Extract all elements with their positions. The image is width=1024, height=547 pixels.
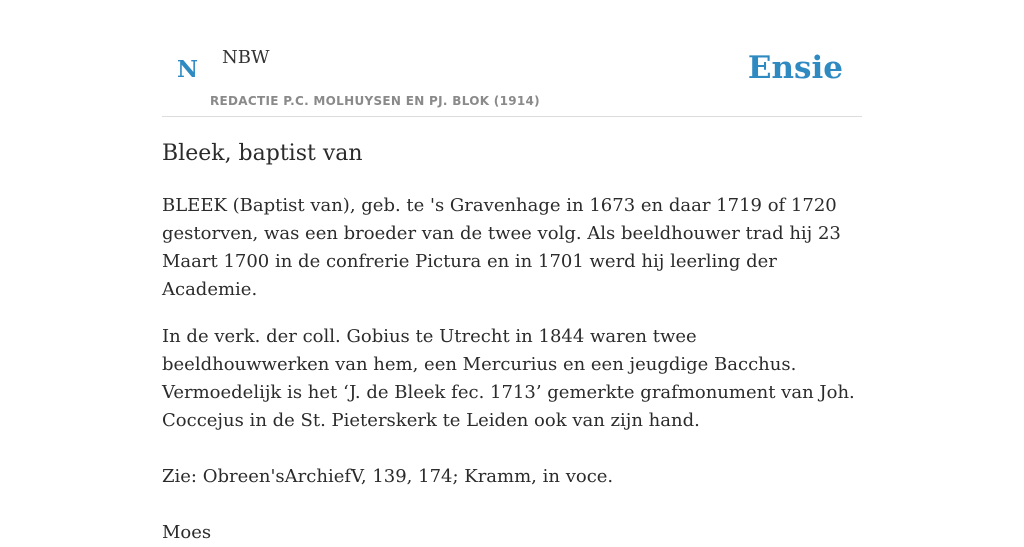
brand-logo[interactable]: Ensie bbox=[747, 50, 843, 86]
source-logo[interactable]: N bbox=[177, 56, 199, 83]
header bbox=[162, 0, 862, 117]
article-paragraph: In de verk. der coll. Gobius te Utrecht in 1844 waren twee beeldhouwwerken van hem, een Mercurius en een jeugdige Bacchus. Vermoedelijk is het ‘J. de Bleek fec. 1713’ gemerkte grafmonument van Joh. Coccejus in de St. Pieterskerk te Leiden ook van zijn hand. bbox=[162, 326, 855, 431]
source-subtitle: REDACTIE P.C. MOLHUYSEN EN PJ. BLOK (1914) bbox=[210, 94, 540, 108]
article bbox=[162, 137, 862, 547]
reference-line: Zie: Obreen'sArchiefV, 139, 174; Kramm, in voce. bbox=[162, 466, 614, 487]
author-signature: Moes bbox=[162, 522, 212, 543]
article-paragraph: BLEEK (Baptist van), geb. te 's Gravenhage in 1673 en daar 1719 of 1720 gestorven, was een broeder van de twee volg. Als beeldhouwer trad hij 23 Maart 1700 in de confrerie Pictura en in 1701 werd hij leerling der Academie. bbox=[162, 195, 841, 300]
article-title: Bleek, baptist van bbox=[162, 141, 363, 166]
source-name[interactable]: NBW bbox=[222, 47, 270, 68]
